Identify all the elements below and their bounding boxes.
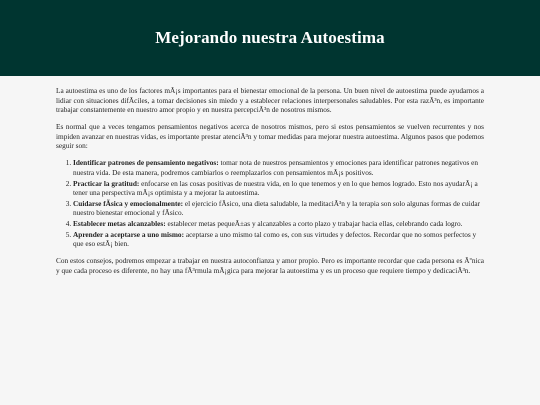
step-text: aceptarse a uno mismo tal como es, con sus virtudes y defectos. Recordar que no somos perfectos y que eso estÃ¡ bien. (73, 229, 477, 249)
page-header (0, 0, 540, 76)
step-title: Identificar patrones de pensamiento negativos: (73, 158, 219, 168)
step-text: tomar nota de nuestros pensamientos y emociones para identificar patrones negativos en nuestra vida. De esta manera, podremos cambiarlos o reemplazarlos con pensamientos mÃ¡s positivos. (73, 158, 479, 177)
step-title: Cuidarse fÃsica y emocionalmente: (73, 198, 184, 208)
article-body (0, 76, 540, 275)
step-title: Aprender a aceptarse a uno mismo: (73, 229, 184, 239)
list-item (73, 158, 484, 177)
list-item (73, 199, 484, 218)
page-title: Mejorando nuestra Autoestima (155, 28, 385, 47)
step-title: Establecer metas alcanzables: (73, 218, 166, 228)
list-item (73, 179, 484, 198)
closing-paragraph: Con estos consejos, podremos empezar a trabajar en nuestra autoconfianza y amor propio. Pero es importante recordar que cada persona es Ãºnica y que cada proceso es diferente, no hay una fÃ³rmula mÃ¡gica para mejorar la autoestima y es un proceso que requiere tiempo y dedicaciÃ³n. (56, 256, 484, 275)
step-text: el ejercicio fÃsico, una dieta saludable, la meditaciÃ³n y la terapia son solo algunas formas de cuidar nuestro bienestar emocional y fÃsico. (73, 198, 481, 218)
steps-intro-paragraph: Es normal que a veces tengamos pensamientos negativos acerca de nosotros mismos, pero si estos pensamientos se vuelven recurrentes y nos impiden avanzar en nuestras vidas, es importante prestar atenciÃ³n y tomar medidas para mejorar nuestra autoestima. Algunos pasos que podemos seguir son: (56, 122, 484, 151)
step-text: establecer metas pequeÃ±as y alcanzables a corto plazo y trabajar hacia ellas, celebrando cada logro. (165, 218, 463, 228)
steps-list (56, 158, 484, 248)
intro-paragraph: La autoestima es uno de los factores mÃ¡s importantes para el bienestar emocional de la persona. Un buen nivel de autoestima puede ayudarnos a lidiar con situaciones difÃciles, a tomar decisiones sin miedo y a establecer relaciones interpersonales saludables. Por esta razÃ³n, es importante trabajar constantemente en nuestro amor propio y en nuestra percepciÃ³n de nosotros mismos. (56, 86, 484, 115)
step-title: Practicar la gratitud: (73, 178, 140, 188)
step-text: enfocarse en las cosas positivas de nuestra vida, en lo que tenemos y en lo que hemos logrado. Esto nos ayudarÃ¡ a tener una perspectiva mÃ¡s optimista y a mejorar la autoestima. (73, 178, 478, 198)
list-item (73, 230, 484, 249)
list-item (73, 219, 484, 229)
